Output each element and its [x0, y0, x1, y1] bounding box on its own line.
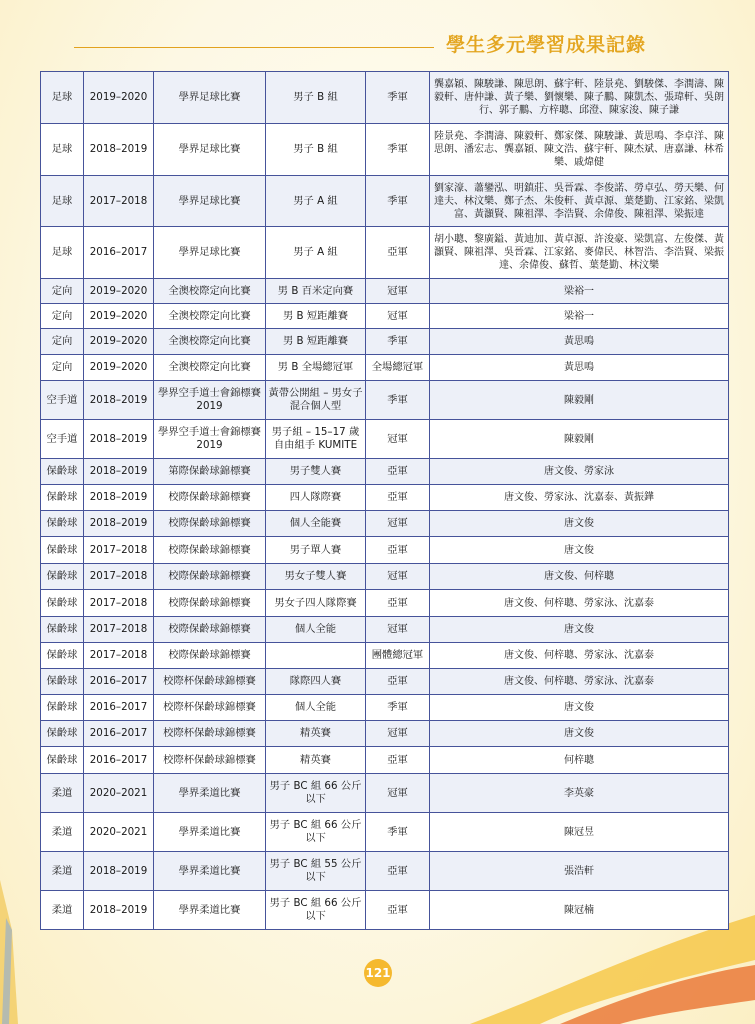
student-names-cell: 梁裕一	[430, 304, 729, 329]
student-names-cell: 陳毅剛	[430, 420, 729, 459]
competition-cell: 學界柔道比賽	[154, 852, 266, 891]
competition-cell: 學界柔道比賽	[154, 813, 266, 852]
year-cell: 2016–2017	[84, 669, 154, 695]
student-names-cell: 陳冠楠	[430, 891, 729, 930]
sport-cell: 定向	[41, 329, 84, 355]
student-names-cell: 唐文俊	[430, 537, 729, 564]
year-cell: 2016–2017	[84, 227, 154, 279]
competition-cell: 全澳校際定向比賽	[154, 355, 266, 381]
student-names-cell: 陸景堯、李潤濤、陳毅軒、鄭家傑、陳駿謙、黃思鳴、李卓洋、陳思朗、潘宏志、龔嘉穎、陳文浩、蘇宇軒、陳杰斌、唐嘉謙、林希樂、戚煒健	[430, 124, 729, 176]
award-cell: 全場總冠軍	[366, 355, 430, 381]
student-names-cell: 唐文俊	[430, 617, 729, 643]
category-cell: 男 B 全場總冠軍	[266, 355, 366, 381]
header-rule	[74, 47, 434, 48]
table-row	[41, 355, 729, 381]
table-row	[41, 537, 729, 564]
competition-cell: 學界足球比賽	[154, 124, 266, 176]
category-cell: 男子雙人賽	[266, 459, 366, 485]
competition-cell: 校際杯保齡球錦標賽	[154, 695, 266, 721]
year-cell: 2017–2018	[84, 176, 154, 227]
competition-cell: 校際保齡球錦標賽	[154, 590, 266, 617]
sport-cell: 保齡球	[41, 747, 84, 774]
year-cell: 2019–2020	[84, 355, 154, 381]
year-cell: 2016–2017	[84, 747, 154, 774]
year-cell: 2019–2020	[84, 329, 154, 355]
student-names-cell: 陳毅剛	[430, 381, 729, 420]
year-cell: 2018–2019	[84, 124, 154, 176]
sport-cell: 柔道	[41, 852, 84, 891]
award-cell: 團體總冠軍	[366, 643, 430, 669]
table-row	[41, 891, 729, 930]
competition-cell: 全澳校際定向比賽	[154, 304, 266, 329]
student-names-cell: 唐文俊、何梓聰	[430, 564, 729, 590]
sport-cell: 柔道	[41, 813, 84, 852]
table-row	[41, 564, 729, 590]
year-cell: 2018–2019	[84, 891, 154, 930]
award-cell: 季軍	[366, 329, 430, 355]
year-cell: 2020–2021	[84, 813, 154, 852]
table-row	[41, 511, 729, 537]
competition-cell: 學界足球比賽	[154, 176, 266, 227]
year-cell: 2017–2018	[84, 643, 154, 669]
award-cell: 冠軍	[366, 511, 430, 537]
category-cell: 男 B 百米定向賽	[266, 279, 366, 304]
award-cell: 亞軍	[366, 459, 430, 485]
sport-cell: 保齡球	[41, 590, 84, 617]
category-cell: 個人全能	[266, 617, 366, 643]
competition-cell: 第際保齡球錦標賽	[154, 459, 266, 485]
table-row	[41, 176, 729, 227]
year-cell: 2018–2019	[84, 459, 154, 485]
sport-cell: 保齡球	[41, 669, 84, 695]
competition-cell: 全澳校際定向比賽	[154, 329, 266, 355]
table-row	[41, 813, 729, 852]
year-cell: 2016–2017	[84, 721, 154, 747]
student-names-cell: 唐文俊、何梓聰、勞家泳、沈嘉泰	[430, 669, 729, 695]
competition-cell: 校際保齡球錦標賽	[154, 564, 266, 590]
student-names-cell: 唐文俊、勞家泳	[430, 459, 729, 485]
student-names-cell: 唐文俊	[430, 511, 729, 537]
year-cell: 2019–2020	[84, 279, 154, 304]
category-cell: 男女子四人隊際賽	[266, 590, 366, 617]
category-cell: 精英賽	[266, 721, 366, 747]
award-cell: 冠軍	[366, 564, 430, 590]
competition-cell: 校際杯保齡球錦標賽	[154, 669, 266, 695]
student-names-cell: 李英豪	[430, 774, 729, 813]
category-cell: 男子 A 組	[266, 176, 366, 227]
competition-cell: 校際保齡球錦標賽	[154, 511, 266, 537]
category-cell: 男子組 – 15–17 歲自由組手 KUMITE	[266, 420, 366, 459]
student-names-cell: 龔嘉穎、陳駿謙、陳思朗、蘇宇軒、陸景堯、劉駿傑、李潤濤、陳毅軒、唐仲謙、黃子樂、劉懷樂、陳子鵬、陳凱杰、張瑋軒、吳朗行、郭子鵬、方梓聰、邱澄、陳家浚、陳子謙	[430, 72, 729, 124]
sport-cell: 保齡球	[41, 695, 84, 721]
page-title: 學生多元學習成果記錄	[446, 34, 647, 56]
year-cell: 2018–2019	[84, 381, 154, 420]
competition-cell: 校際杯保齡球錦標賽	[154, 721, 266, 747]
sport-cell: 保齡球	[41, 537, 84, 564]
category-cell: 個人全能賽	[266, 511, 366, 537]
table-row	[41, 329, 729, 355]
sport-cell: 空手道	[41, 381, 84, 420]
category-cell: 男子 BC 組 66 公斤以下	[266, 774, 366, 813]
table-row	[41, 381, 729, 420]
student-names-cell: 胡小聰、黎廣鎰、黃迪加、黃卓源、許浚豪、梁凱富、左俊傑、黃灝賢、陳祖澤、吳晉霖、江家銘、麥偉民、林智浩、李浩賢、梁振達、余偉俊、蘇哲、葉楚勤、林汶樂	[430, 227, 729, 279]
achievement-table-wrapper	[40, 71, 728, 930]
category-cell: 男 B 短距離賽	[266, 304, 366, 329]
table-row	[41, 72, 729, 124]
sport-cell: 保齡球	[41, 485, 84, 511]
table-row	[41, 721, 729, 747]
award-cell: 季軍	[366, 72, 430, 124]
category-cell: 男子 B 組	[266, 72, 366, 124]
student-names-cell: 唐文俊、何梓聰、勞家泳、沈嘉泰	[430, 643, 729, 669]
student-names-cell: 梁裕一	[430, 279, 729, 304]
student-names-cell: 黃思鳴	[430, 355, 729, 381]
sport-cell: 保齡球	[41, 459, 84, 485]
table-row	[41, 420, 729, 459]
category-cell: 四人隊際賽	[266, 485, 366, 511]
year-cell: 2017–2018	[84, 537, 154, 564]
year-cell: 2017–2018	[84, 564, 154, 590]
student-names-cell: 唐文俊、勞家泳、沈嘉泰、黃振鏵	[430, 485, 729, 511]
sport-cell: 定向	[41, 279, 84, 304]
table-row	[41, 590, 729, 617]
award-cell: 季軍	[366, 176, 430, 227]
category-cell: 精英賽	[266, 747, 366, 774]
student-names-cell: 陳冠昱	[430, 813, 729, 852]
year-cell: 2018–2019	[84, 420, 154, 459]
sport-cell: 空手道	[41, 420, 84, 459]
sport-cell: 定向	[41, 304, 84, 329]
category-cell: 男子 B 組	[266, 124, 366, 176]
award-cell: 季軍	[366, 124, 430, 176]
category-cell: 個人全能	[266, 695, 366, 721]
student-names-cell: 何梓聰	[430, 747, 729, 774]
award-cell: 亞軍	[366, 485, 430, 511]
category-cell: 黃帶公開組 – 男女子混合個人型	[266, 381, 366, 420]
year-cell: 2018–2019	[84, 485, 154, 511]
table-row	[41, 747, 729, 774]
sport-cell: 定向	[41, 355, 84, 381]
award-cell: 亞軍	[366, 537, 430, 564]
category-cell: 男子 BC 組 55 公斤以下	[266, 852, 366, 891]
table-row	[41, 124, 729, 176]
table-row	[41, 852, 729, 891]
award-cell: 亞軍	[366, 852, 430, 891]
award-cell: 冠軍	[366, 420, 430, 459]
award-cell: 亞軍	[366, 227, 430, 279]
competition-cell: 學界柔道比賽	[154, 774, 266, 813]
competition-cell: 校際保齡球錦標賽	[154, 617, 266, 643]
year-cell: 2016–2017	[84, 695, 154, 721]
student-names-cell: 黃思鳴	[430, 329, 729, 355]
student-names-cell: 劉家濠、蕭鑾泓、明鎮莊、吳晉霖、李俊諾、勞卓弘、勞天樂、何達夫、林汶樂、鄭子杰、朱俊軒、黃卓源、葉楚勤、江家銘、梁凱富、黃灝賢、陳祖澤、李浩賢、余偉俊、陳祖澤、梁振達	[430, 176, 729, 227]
table-row	[41, 227, 729, 279]
year-cell: 2020–2021	[84, 774, 154, 813]
sport-cell: 保齡球	[41, 721, 84, 747]
award-cell: 冠軍	[366, 617, 430, 643]
competition-cell: 學界足球比賽	[154, 72, 266, 124]
competition-cell: 學界足球比賽	[154, 227, 266, 279]
year-cell: 2017–2018	[84, 617, 154, 643]
award-cell: 冠軍	[366, 279, 430, 304]
award-cell: 季軍	[366, 813, 430, 852]
sport-cell: 保齡球	[41, 564, 84, 590]
sport-cell: 足球	[41, 176, 84, 227]
table-row	[41, 459, 729, 485]
table-row	[41, 695, 729, 721]
year-cell: 2018–2019	[84, 852, 154, 891]
award-cell: 亞軍	[366, 891, 430, 930]
category-cell: 隊際四人賽	[266, 669, 366, 695]
sport-cell: 足球	[41, 72, 84, 124]
student-names-cell: 唐文俊	[430, 721, 729, 747]
category-cell: 男 B 短距離賽	[266, 329, 366, 355]
award-cell: 冠軍	[366, 721, 430, 747]
table-row	[41, 304, 729, 329]
competition-cell: 校際杯保齡球錦標賽	[154, 747, 266, 774]
category-cell: 男子 BC 組 66 公斤以下	[266, 891, 366, 930]
year-cell: 2019–2020	[84, 304, 154, 329]
student-names-cell: 張浩軒	[430, 852, 729, 891]
sport-cell: 足球	[41, 124, 84, 176]
table-row	[41, 279, 729, 304]
competition-cell: 學界空手道士會錦標賽 2019	[154, 381, 266, 420]
competition-cell: 校際保齡球錦標賽	[154, 485, 266, 511]
category-cell: 男女子雙人賽	[266, 564, 366, 590]
sport-cell: 保齡球	[41, 617, 84, 643]
sport-cell: 足球	[41, 227, 84, 279]
table-row	[41, 669, 729, 695]
student-names-cell: 唐文俊	[430, 695, 729, 721]
page-number: 121	[364, 959, 392, 987]
award-cell: 亞軍	[366, 590, 430, 617]
year-cell: 2019–2020	[84, 72, 154, 124]
table-row	[41, 643, 729, 669]
category-cell: 男子 BC 組 66 公斤以下	[266, 813, 366, 852]
competition-cell: 全澳校際定向比賽	[154, 279, 266, 304]
competition-cell: 學界空手道士會錦標賽 2019	[154, 420, 266, 459]
award-cell: 季軍	[366, 695, 430, 721]
award-cell: 季軍	[366, 381, 430, 420]
sport-cell: 柔道	[41, 891, 84, 930]
sport-cell: 保齡球	[41, 511, 84, 537]
sport-cell: 保齡球	[41, 643, 84, 669]
achievement-table	[40, 71, 729, 930]
competition-cell: 校際保齡球錦標賽	[154, 537, 266, 564]
student-names-cell: 唐文俊、何梓聰、勞家泳、沈嘉泰	[430, 590, 729, 617]
competition-cell: 學界柔道比賽	[154, 891, 266, 930]
award-cell: 亞軍	[366, 747, 430, 774]
award-cell: 亞軍	[366, 669, 430, 695]
year-cell: 2018–2019	[84, 511, 154, 537]
category-cell: 男子單人賽	[266, 537, 366, 564]
category-cell: 男子 A 組	[266, 227, 366, 279]
table-row	[41, 485, 729, 511]
sport-cell: 柔道	[41, 774, 84, 813]
category-cell	[266, 643, 366, 669]
award-cell: 冠軍	[366, 304, 430, 329]
competition-cell: 校際保齡球錦標賽	[154, 643, 266, 669]
award-cell: 冠軍	[366, 774, 430, 813]
table-row	[41, 774, 729, 813]
year-cell: 2017–2018	[84, 590, 154, 617]
table-row	[41, 617, 729, 643]
